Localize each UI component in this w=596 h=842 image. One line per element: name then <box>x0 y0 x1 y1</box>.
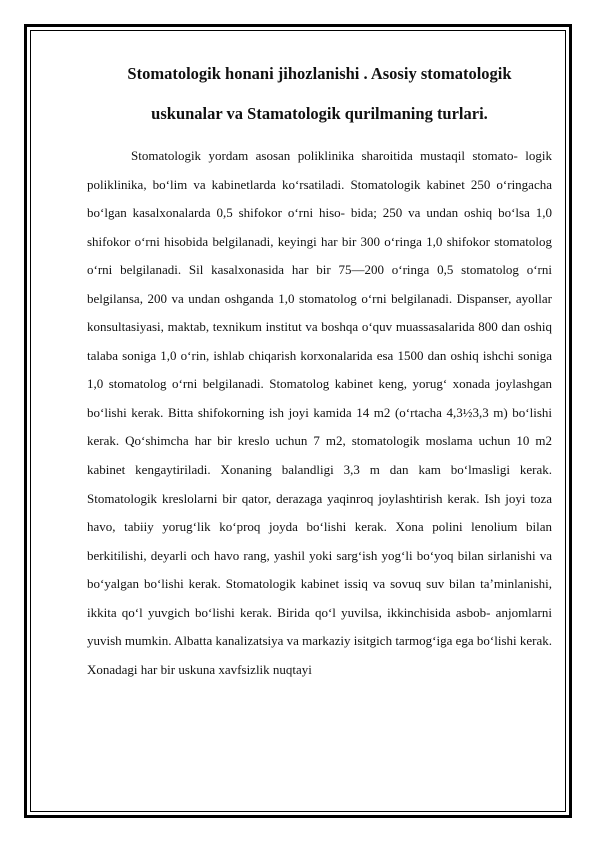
title-line-1: Stomatologik honani jihozlanishi . Asosiy stomatologik <box>127 64 512 83</box>
document-content <box>87 54 552 684</box>
document-title <box>87 54 552 134</box>
body-paragraph: Stomatologik yordam asosan poliklinika sharoitida mustaqil stomato- logik poliklinika, bo‘lim va kabinetlarda ko‘rsatiladi. Stomatologik kabinet 250 o‘ringacha bo‘lgan kasalxonalarda 0,5 shifokor o‘rni hiso- bida; 250 va undan oshiq bo‘lsa 1,0 shifokor o‘rni hisobida belgilanadi, keyingi har bir 300 o‘ringa 1,0 shifokor stomatolog o‘rni belgilanadi. Sil kasalxonasida har bir 75—200 o‘ringa 0,5 stomatolog o‘rni belgilansa, 200 va undan oshganda 1,0 stomatolog o‘rni belgilanadi. Dispanser, ayollar konsultasiyasi, maktab, texnikum institut va boshqa o‘quv muassasalarida 800 dan oshiq talaba soniga 1,0 o‘rin, ishlab chiqarish korxonalarida esa 1500 dan oshiq ishchi soniga 1,0 stomatolog o‘rni belgilanadi. Stomatolog kabinet keng, yorug‘ xonada joylashgan bo‘lishi kerak. Bitta shifokorning ish joyi kamida 14 m2 (o‘rtacha 4,3½3,3 m) bo‘lishi kerak. Qo‘shimcha har bir kreslo uchun 7 m2, stomatologik moslama uchun 10 m2 kabinet kengaytiriladi. Xonaning balandligi 3,3 m dan kam bo‘lmasligi kerak. Stomatologik kreslolarni bir qator, derazaga yaqinroq joylashtirish kerak. Ish joyi toza havo, tabiiy yorug‘lik ko‘proq joyda bo‘lishi kerak. Xona polini lenolium bilan berkitilishi, deyarli och havo rang, yashil yoki sarg‘ish yog‘li bo‘yoq bilan sirlanishi va bo‘yalgan bo‘lishi kerak. Stomatologik kabinet issiq va sovuq suv bilan ta’minlanishi, ikkita qo‘l yuvgich bo‘lishi kerak. Birida qo‘l yuvilsa, ikkinchisida asbob- anjomlarni yuvish mumkin. Albatta kanalizatsiya va markaziy isitgich tarmog‘iga ega bo‘lishi kerak. Xonadagi har bir uskuna xavfsizlik nuqtayi <box>87 148 552 677</box>
title-line-2: uskunalar va Stamatologik qurilmaning turlari. <box>151 104 488 123</box>
